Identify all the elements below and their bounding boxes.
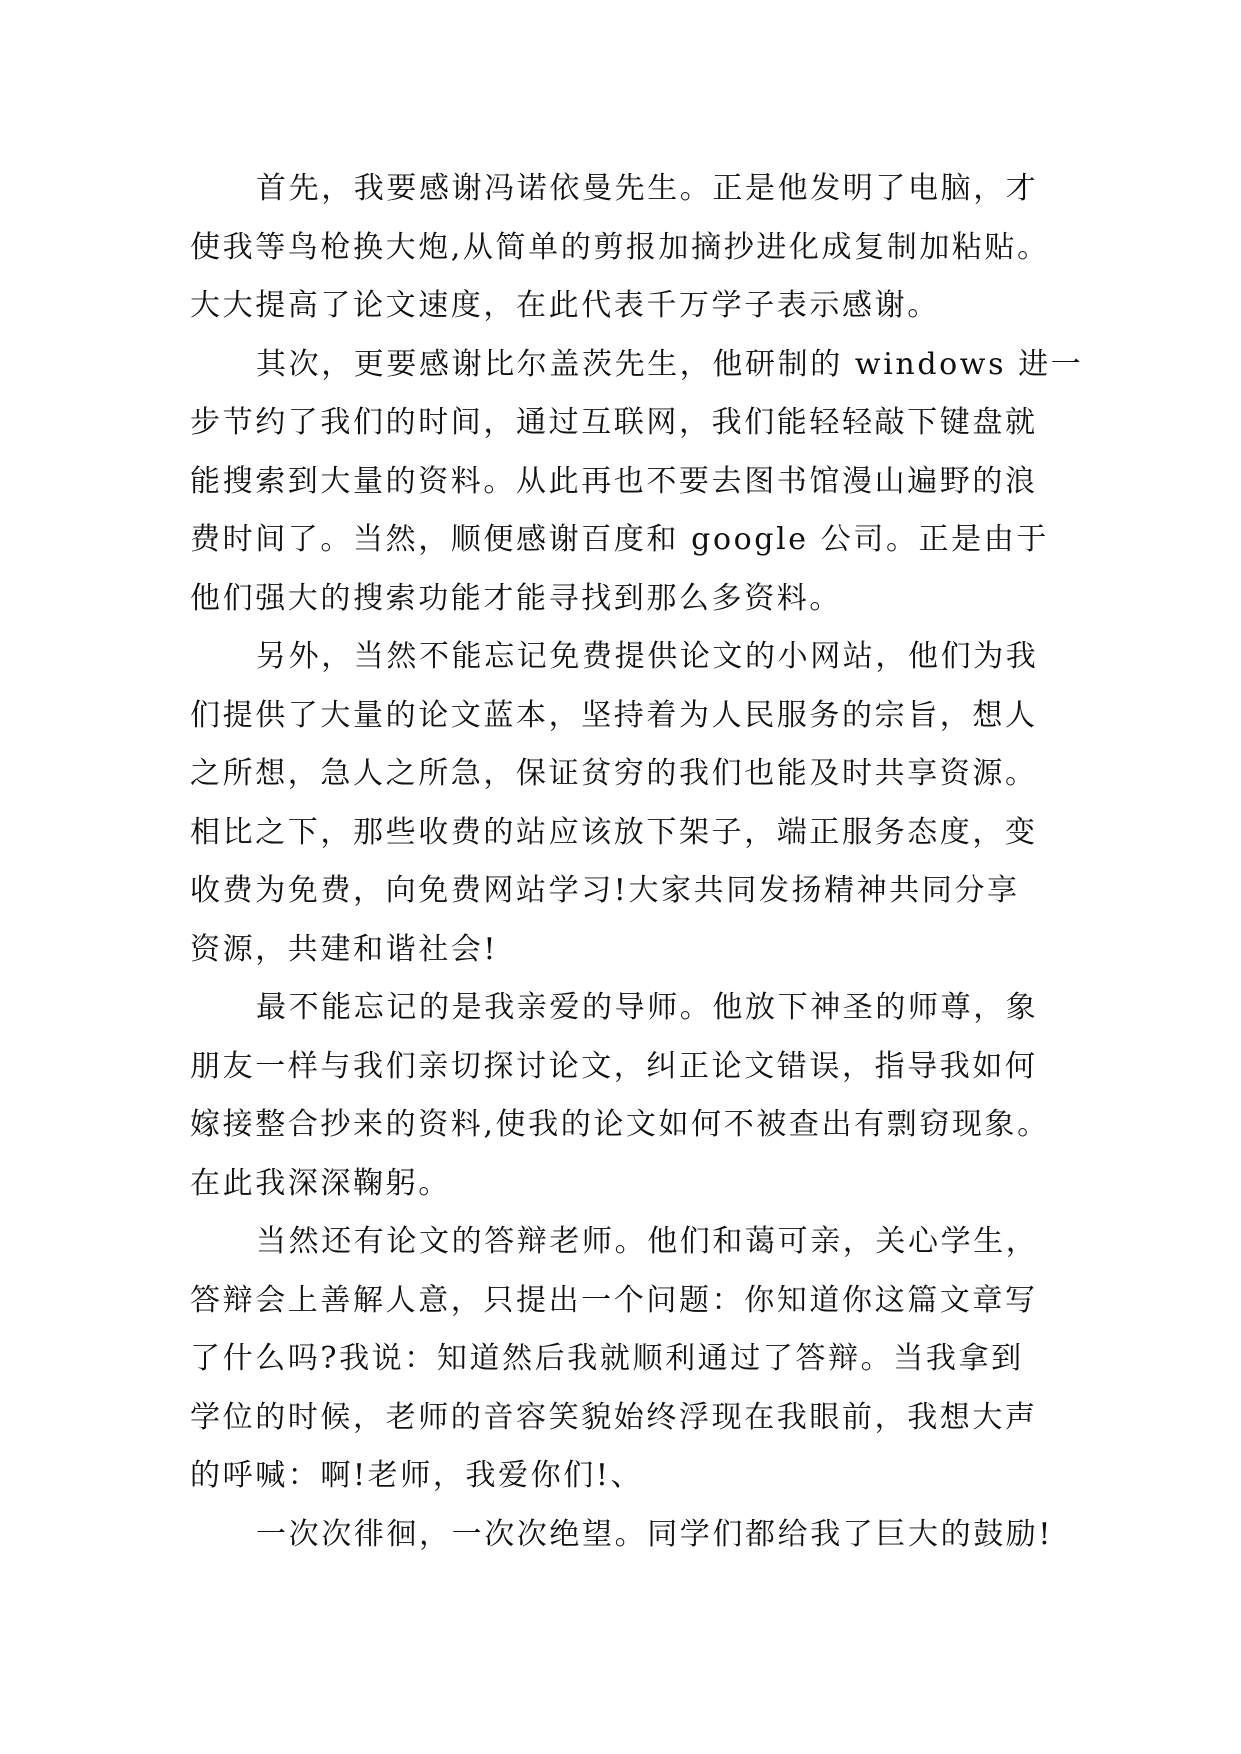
text-line: 费时间了。当然，顺便感谢百度和 google 公司。正是由于 <box>190 522 1049 557</box>
text-line: 其次，更要感谢比尔盖茨先生，他研制的 windows 进一 <box>256 346 1084 382</box>
text-line: 在此我深深鞠躬。 <box>190 1165 451 1201</box>
text-line: 学位的时候，老师的音容笑貌始终浮现在我眼前，我想大声 <box>190 1399 1038 1435</box>
text-line: 们提供了大量的论文蓝本，坚持着为人民服务的宗旨，想人 <box>190 697 1038 733</box>
text-line: 能搜索到大量的资料。从此再也不要去图书馆漫山遍野的浪 <box>190 463 1038 499</box>
text-line: 一次次徘徊，一次次绝望。同学们都给我了巨大的鼓励! <box>256 1516 1054 1552</box>
text-line: 最不能忘记的是我亲爱的导师。他放下神圣的师尊，象 <box>256 990 1039 1025</box>
text-line: 他们强大的搜索功能才能寻找到那么多资料。 <box>190 580 842 616</box>
text-line: 使我等鸟枪换大炮,从简单的剪报加摘抄进化成复制加粘贴。 <box>190 229 1050 265</box>
text-line: 步节约了我们的时间，通过互联网，我们能轻轻敲下键盘就 <box>190 405 1038 440</box>
text-line: 收费为免费，向免费网站学习!大家共同发扬精神共同分享 <box>190 873 1020 908</box>
text-line: 相比之下，那些收费的站应该放下架子，端正服务态度，变 <box>190 814 1038 850</box>
text-line: 嫁接整合抄来的资料,使我的论文如何不被查出有剽窃现象。 <box>190 1107 1050 1142</box>
text-line: 当然还有论文的答辩老师。他们和蔼可亲，关心学生， <box>256 1224 1039 1259</box>
document-body <box>190 160 1090 1564</box>
text-line: 的呼喊：啊!老师，我爱你们!、 <box>190 1458 644 1493</box>
text-line: 大大提高了论文速度，在此代表千万学子表示感谢。 <box>190 288 940 323</box>
text-line: 首先，我要感谢冯诺依曼先生。正是他发明了电脑，才 <box>256 171 1039 206</box>
text-line: 了什么吗?我说：知道然后我就顺利通过了答辩。当我拿到 <box>190 1341 1024 1376</box>
text-line: 答辩会上善解人意，只提出一个问题：你知道你这篇文章写 <box>190 1282 1038 1318</box>
text-line: 朋友一样与我们亲切探讨论文，纠正论文错误，指导我如何 <box>190 1048 1038 1084</box>
text-line: 资源，共建和谐社会! <box>190 931 499 967</box>
text-line: 之所想，急人之所急，保证贫穷的我们也能及时共享资源。 <box>190 756 1038 791</box>
text-line: 另外，当然不能忘记免费提供论文的小网站，他们为我 <box>256 639 1039 674</box>
